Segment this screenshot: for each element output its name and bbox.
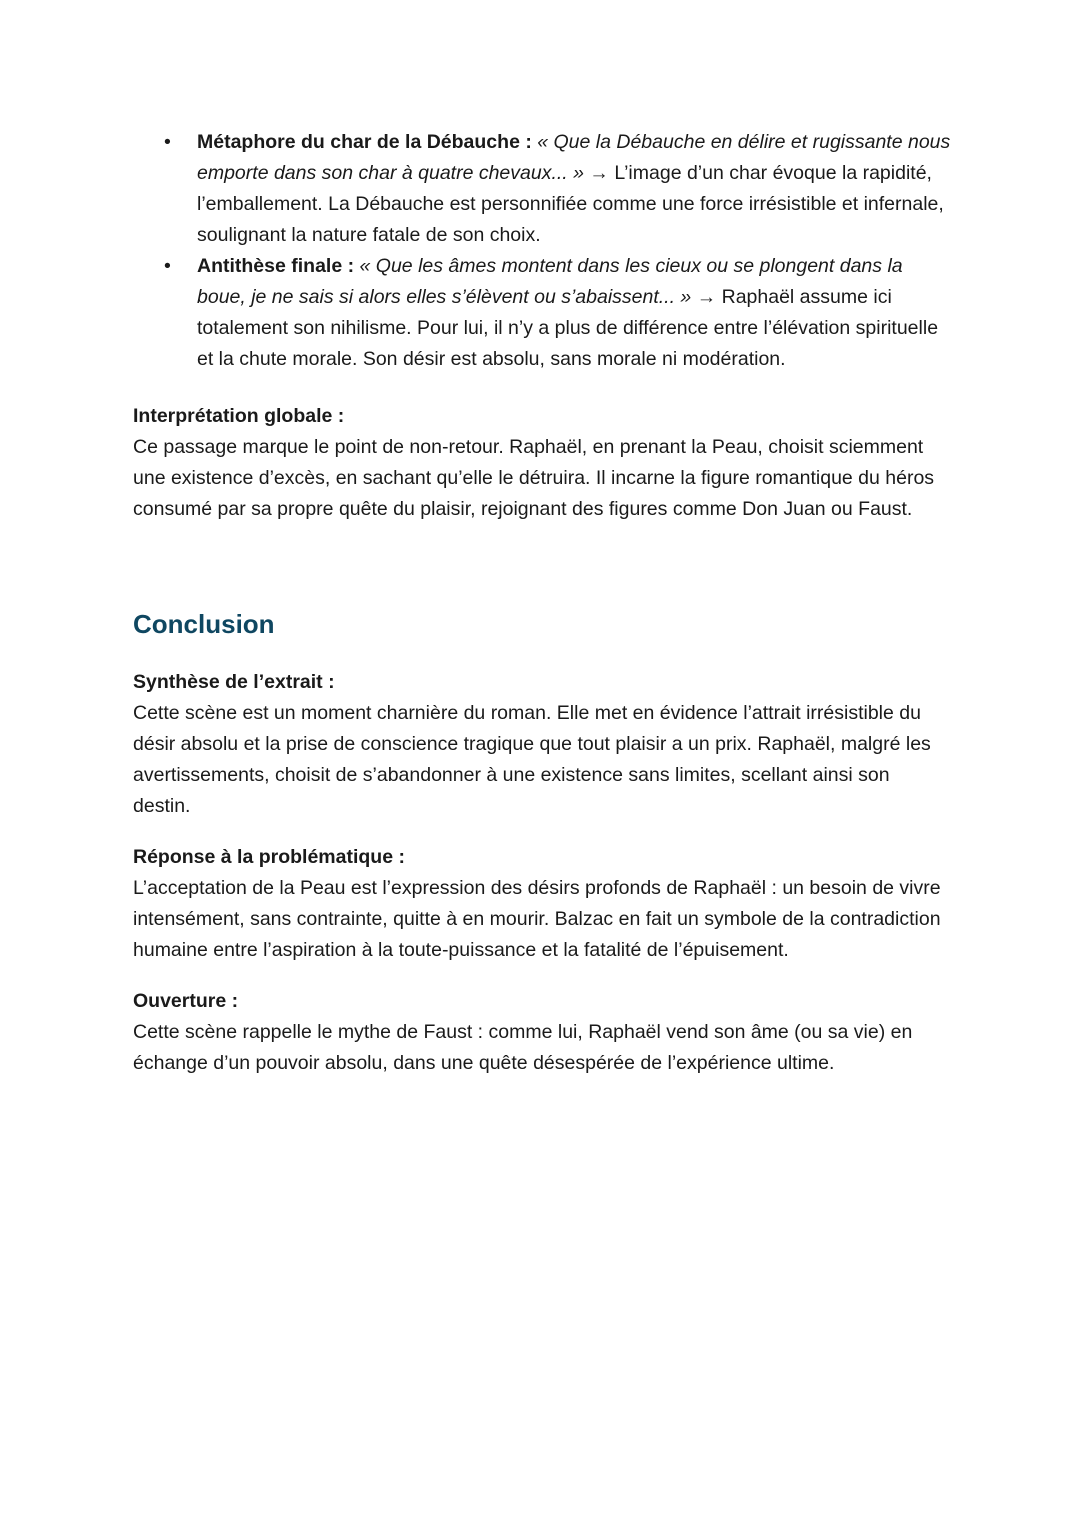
bullet-icon: • bbox=[164, 255, 171, 277]
bullet-quote: « Que la Débauche en délire et rugissante nous emporte dans son char à quatre chevaux... » bbox=[197, 131, 951, 184]
synthese-paragraph bbox=[133, 667, 952, 822]
bullet-content bbox=[197, 251, 952, 375]
paragraph-label: Réponse à la problématique : bbox=[133, 846, 405, 868]
analysis-bullet-list bbox=[133, 127, 952, 375]
bullet-content bbox=[197, 127, 952, 251]
paragraph-label: Synthèse de l’extrait : bbox=[133, 671, 335, 693]
paragraph-text: Ce passage marque le point de non-retour. Raphaël, en prenant la Peau, choisit sciemment une existence d’excès, en sachant qu’elle le détruira. Il incarne la figure romantique du héros consumé par sa propre quête du plaisir, rejoignant des figures comme Don Juan ou Faust. bbox=[133, 436, 935, 520]
bullet-label: Antithèse finale : bbox=[197, 255, 360, 277]
paragraph-text: Cette scène est un moment charnière du roman. Elle met en évidence l’attrait irrésistible du désir absolu et la prise de conscience tragique que tout plaisir a un prix. Raphaël, malgré les avertissements, choisit de s’abandonner à une existence sans limites, scellant ainsi son destin. bbox=[133, 702, 931, 817]
bullet-commentary: → L’image d’un char évoque la rapidité, l’emballement. La Débauche est personnifiée comme une force irrésistible et infernale, soulignant la nature fatale de son choix. bbox=[197, 162, 944, 246]
bullet-commentary: → Raphaël assume ici totalement son nihilisme. Pour lui, il n’y a plus de différence entre l’élévation spirituelle et la chute morale. Son désir est absolu, sans morale ni modération. bbox=[197, 286, 939, 370]
bullet-icon: • bbox=[164, 131, 171, 153]
interpretation-paragraph bbox=[133, 401, 952, 525]
paragraph-label: Ouverture : bbox=[133, 990, 239, 1012]
ouverture-paragraph bbox=[133, 986, 952, 1079]
conclusion-heading: Conclusion bbox=[133, 609, 275, 639]
bullet-quote: « Que les âmes montent dans les cieux ou se plongent dans la boue, je ne sais si alors elles s’élèvent ou s’abaissent... » bbox=[197, 255, 903, 308]
paragraph-text: L’acceptation de la Peau est l’expression des désirs profonds de Raphaël : un besoin de vivre intensément, sans contrainte, quitte à en mourir. Balzac en fait un symbole de la contradiction humaine entre l’aspiration à la toute-puissance et la fatalité de l’épuisement. bbox=[133, 877, 941, 961]
bullet-label: Métaphore du char de la Débauche : bbox=[197, 131, 538, 153]
list-item bbox=[133, 127, 952, 251]
paragraph-text: Cette scène rappelle le mythe de Faust : comme lui, Raphaël vend son âme (ou sa vie) en échange d’un pouvoir absolu, dans une quête désespérée de l’expérience ultime. bbox=[133, 1021, 913, 1074]
reponse-paragraph bbox=[133, 842, 952, 966]
list-item bbox=[133, 251, 952, 375]
paragraph-label: Interprétation globale : bbox=[133, 405, 345, 427]
